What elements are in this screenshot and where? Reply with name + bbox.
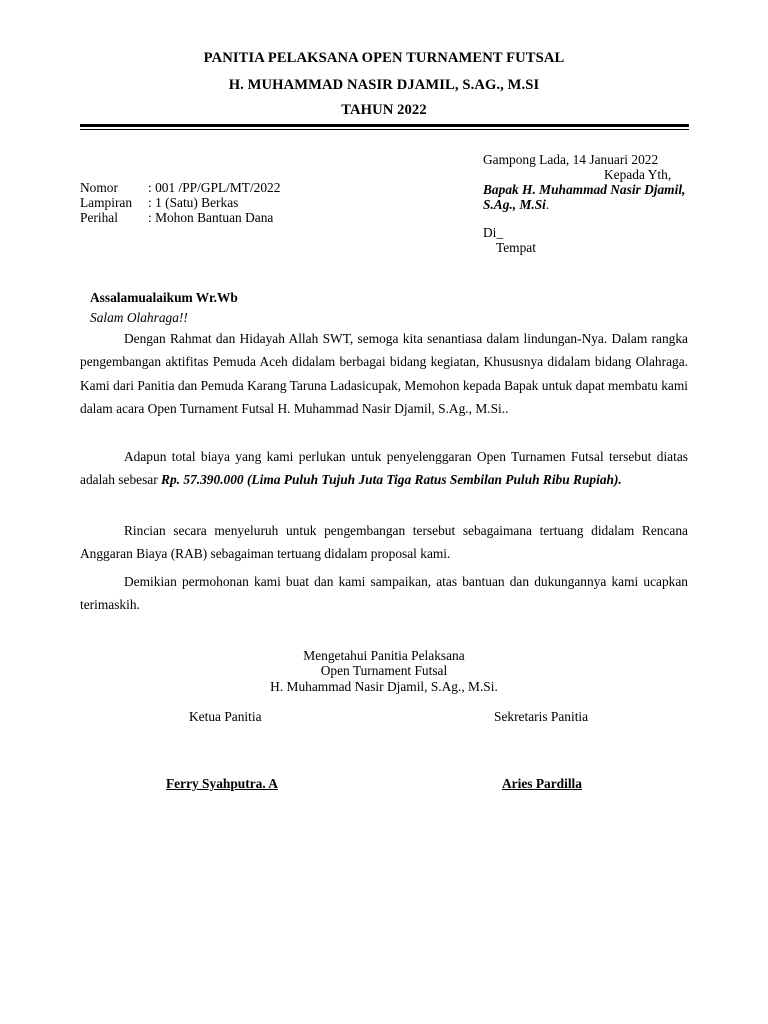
sekretaris-title: Sekretaris Panitia [494,709,589,724]
closing-line-1: Mengetahui Panitia Pelaksana [303,648,465,663]
meta-perihal-label: Perihal [80,210,118,225]
body-paragraph-3: Rincian secara menyeluruh untuk pengembangan tersebut sebagaimana tertuang didalam Rencana Anggaran Biaya (RAB) sebagaiman tertuang didalam proposal kami. [80,523,688,562]
ketua-name: Ferry Syahputra. A [166,776,278,791]
recipient-title-text: S.Ag., M.Si [483,197,546,212]
meta-nomor-label: Nomor [80,180,118,195]
funding-amount: Rp. 57.390.000 (Lima Puluh Tujuh Juta Tiga Ratus Sembilan Puluh Ribu Rupiah). [161,472,622,488]
meta-nomor-value: : 001 /PP/GPL/MT/2022 [148,180,281,195]
closing-line-2: Open Turnament Futsal [320,663,448,678]
body-paragraph-1: Dengan Rahmat dan Hidayah Allah SWT, semoga kita senantiasa dalam lindungan-Nya. Dalam rangka pengembangan aktifitas Pemuda Aceh didalam berbagai bidang kegiatan, Khususnya didalam bidang Olahraga. Kami dari Panitia dan Pemuda Karang Taruna Ladasicupak, Memohon kepada Bapak untuk dapat membatu kami dalam acara Open Turnament Futsal H. Muhammad Nasir Djamil, S.Ag., M.Si.. [80,331,688,416]
letterhead-subtitle: H. MUHAMMAD NASIR DJAMIL, S.AG., M.SI [228,77,540,93]
recipient-title-suffix: . [545,197,550,212]
letterhead-title: PANITIA PELAKSANA OPEN TURNAMENT FUTSAL [203,50,565,66]
letterhead-rule-thin [80,129,689,130]
sekretaris-name: Aries Pardilla [502,776,582,791]
body-paragraph-2 [80,445,688,492]
closing-line-3: H. Muhammad Nasir Djamil, S.Ag., M.Si. [270,679,498,694]
greeting-salam: Assalamualaikum Wr.Wb [90,290,238,305]
greeting-olahraga: Salam Olahraga!! [90,310,188,325]
recipient-tempat: Tempat [496,240,536,255]
body-paragraph-4: Demikian permohonan kami buat dan kami sampaikan, atas bantuan dan dukungannya kami ucapkan terimaskih. [80,574,688,613]
meta-lampiran-label: Lampiran [80,195,133,210]
recipient-title [483,197,549,213]
meta-perihal-value: : Mohon Bantuan Dana [148,210,274,225]
place-date: Gampong Lada, 14 Januari 2022 [483,152,659,167]
letterhead-rule-thick [80,124,689,127]
recipient-di: Di_ [483,225,504,240]
letterhead-year: TAHUN 2022 [341,102,427,118]
meta-perihal [80,210,273,226]
recipient-salutation: Kepada Yth, [604,167,672,182]
body-paragraph-2-text: Adapun total biaya yang kami perlukan untuk penyelenggaran Open Turnamen Futsal tersebut diatas adalah sebesar [80,449,688,488]
meta-lampiran-value: : 1 (Satu) Berkas [148,195,239,210]
meta-lampiran [80,195,238,211]
ketua-title: Ketua Panitia [189,709,262,724]
meta-nomor [80,180,280,196]
recipient-name: Bapak H. Muhammad Nasir Djamil, [483,182,686,197]
